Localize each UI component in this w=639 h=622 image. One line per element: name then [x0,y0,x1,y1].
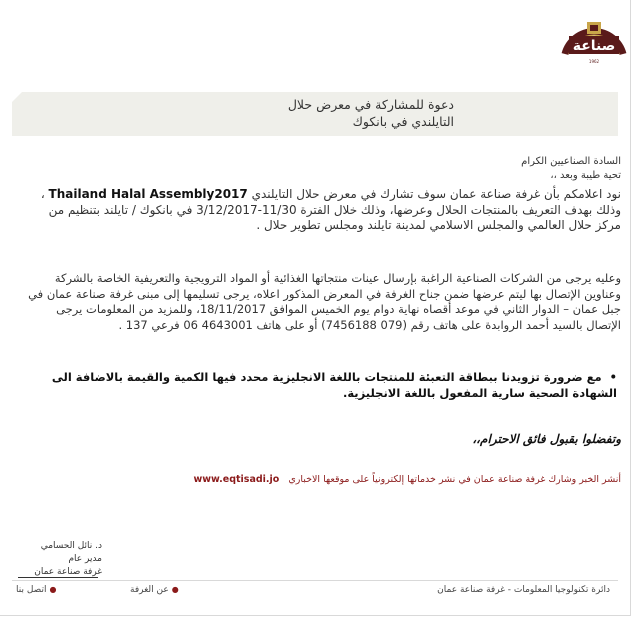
share-text: أنشر الخبر وشارك غرفة صناعة عمان في نشر خدماتها إلكترونياً على موقعها الاخباري [288,474,621,485]
share-notice [21,473,621,486]
intro-text-part1: نود اعلامكم بأن غرفة صناعة عمان سوف تشارك في معرض حلال التايلندي [251,187,621,201]
footer-about-label: عن الغرفة [130,585,169,595]
eqtisadi-link[interactable]: www.eqtisadi.jo [193,474,280,485]
paragraph-instructions [21,271,621,333]
title-banner-corner [12,92,22,102]
signature-block [22,540,102,579]
logo-est-text: 1962 [588,59,600,64]
logo-emblem-icon [559,4,629,68]
signature-title: مدير عام [68,554,102,564]
footer-about-dot-icon: ● [171,585,179,594]
chamber-logo [559,4,629,68]
bullet-dot-icon: • [609,370,617,384]
salutation-line1: السادة الصناعيين الكرام [521,156,621,167]
page-title-line1: دعوة للمشاركة في معرض حلال [287,97,454,112]
footer-contact-link[interactable] [16,585,56,595]
requirement-bullet [17,369,617,401]
paragraph-intro [21,187,621,234]
salutation-line2: تحية طيبة وبعد ،، [550,170,621,181]
instructions-text: وعليه يرجى من الشركات الصناعية الراغبة بإرسال عينات منتجاتها الغذائية أو المواد الترويجية والتعريفية الخاصة بالشركة وعناوين الإتصال بها ليتم عرضها ضمن جناح الغرفة في المعرض المذكور اعلاه، يرجى تسليمها إلى مبنى غرفة صناعة عمان في جبل عمان – الدوار الثاني في موعد أقصاه نهاية دوام يوم الخميس الموافق 18/11/2017، وللمزيد من المعلومات يرجى الإتصال بالسيد أحمد الروابدة على هاتف رقم (079 7456188) أو على هاتف 4643001 06 فرعي 137 . [28,271,621,332]
closing-line: وتفضلوا بقبول فائق الاحترام،، [472,432,621,446]
footer-department: دائرة تكنولوجيا المعلومات - غرفة صناعة عمان [437,585,610,595]
intro-text-part2: ، وذلك بهدف التعريف بالمنتجات الحلال وعرضها، وذلك خلال الفترة 11/30-3/12/2017 في بانكوك / تايلند بتنظيم من مركز حلال العالمي والمجلس الاسلامي لمدينة تايلند ومجلس تطوير حلال . [40,187,621,232]
page-title-line2: التايلندي في بانكوك [352,114,454,129]
salutation [321,155,621,183]
signature-org: غرفة صناعة عمان [34,567,102,577]
footer-contact-dot-icon: ● [49,585,57,594]
footer-about-link[interactable] [130,585,179,595]
signature-underline [18,577,98,578]
logo-arabic-word: صناعة [572,38,616,54]
title-banner [12,92,618,136]
signature-name: د. نائل الحسامي [40,541,102,551]
event-name: Thailand Halal Assembly2017 [48,187,248,201]
footer-contact-label: اتصل بنا [16,585,47,595]
footer-divider [12,580,618,581]
footer [14,584,616,600]
page-title [234,96,454,130]
requirement-text: مع ضرورة تزويدنا ببطاقة التعبئة للمنتجات باللغة الانجليزية محدد فيها الكمية والقيمة بالاضافة الى الشهادة الصحية سارية المفعول باللغة الانجليزية. [51,370,617,400]
